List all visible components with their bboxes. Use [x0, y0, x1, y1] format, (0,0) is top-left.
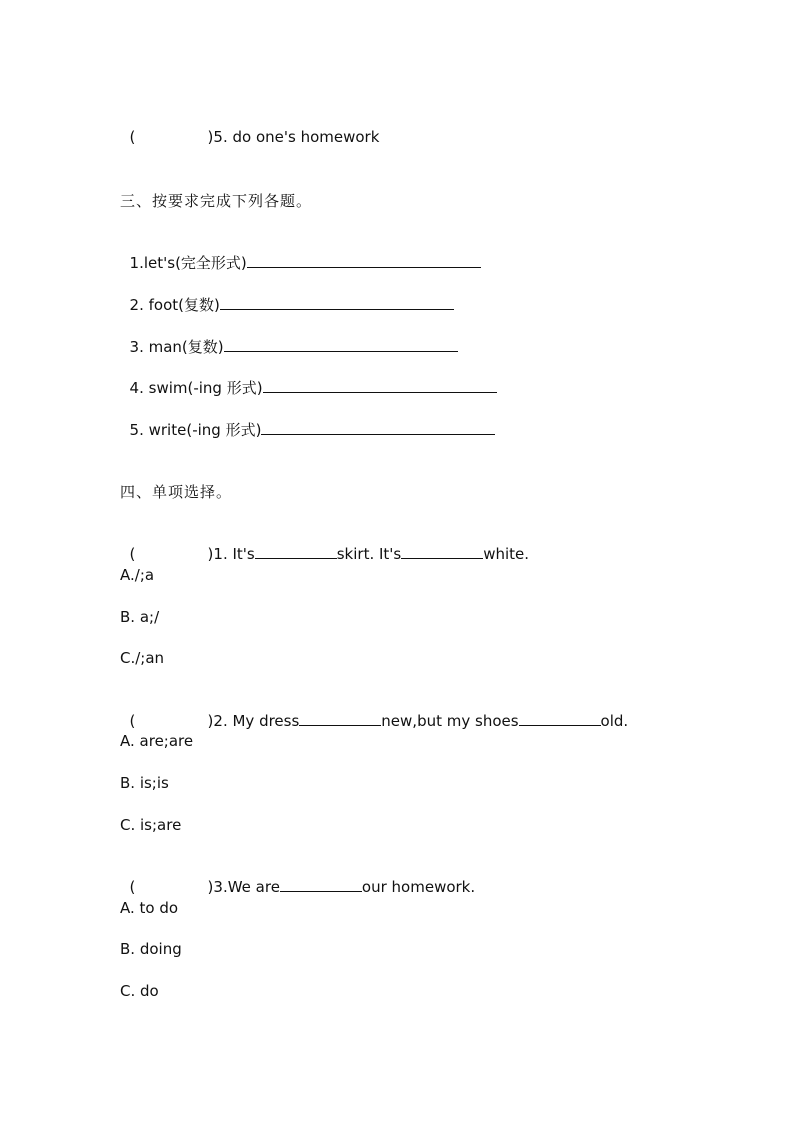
item-text: 4. swim(-ing 形式): [129, 379, 263, 397]
question-part: )3.We are: [207, 878, 280, 896]
item-text: 1.let's(完全形式): [129, 254, 247, 272]
answer-blank[interactable]: [247, 252, 481, 268]
question-line: [120, 856, 475, 897]
fill-item: [120, 357, 497, 398]
answer-paren[interactable]: (: [129, 878, 136, 896]
option-line: A./;a: [120, 566, 155, 584]
question-text: )5. do one's homework: [207, 128, 380, 146]
question-part: )2. My dress: [207, 712, 300, 730]
answer-blank[interactable]: [255, 543, 337, 559]
answer-blank[interactable]: [519, 710, 601, 726]
answer-blank[interactable]: [220, 294, 454, 310]
answer-blank[interactable]: [224, 336, 458, 352]
section-heading: 四、单项选择。: [120, 483, 233, 501]
question-part: our homework.: [361, 878, 476, 896]
answer-blank[interactable]: [401, 543, 483, 559]
question-line: [120, 523, 529, 564]
question-part: old.: [600, 712, 629, 730]
option-line: B. is;is: [120, 774, 169, 792]
option-line: A. to do: [120, 899, 179, 917]
answer-paren[interactable]: (: [129, 712, 136, 730]
answer-paren: (: [129, 128, 136, 146]
question-line: [120, 690, 628, 731]
question-line: [120, 107, 379, 147]
option-line: B. a;/: [120, 608, 160, 626]
answer-blank[interactable]: [299, 710, 381, 726]
answer-blank[interactable]: [263, 377, 497, 393]
fill-item: [120, 399, 495, 440]
fill-item: [120, 274, 454, 315]
item-text: 2. foot(复数): [129, 296, 220, 314]
option-line: C. do: [120, 982, 159, 1000]
answer-paren[interactable]: (: [129, 545, 136, 563]
option-line: C./;an: [120, 649, 165, 667]
question-part: )1. It's: [207, 545, 255, 563]
option-line: B. doing: [120, 940, 182, 958]
item-text: 5. write(-ing 形式): [129, 421, 262, 439]
question-part: new,but my shoes: [381, 712, 519, 730]
option-line: C. is;are: [120, 816, 182, 834]
fill-item: [120, 232, 481, 273]
fill-item: [120, 316, 458, 357]
answer-blank[interactable]: [261, 419, 495, 435]
answer-blank[interactable]: [280, 876, 362, 892]
question-part: white.: [483, 545, 530, 563]
question-part: skirt. It's: [336, 545, 402, 563]
option-line: A. are;are: [120, 732, 194, 750]
item-text: 3. man(复数): [129, 338, 224, 356]
section-heading: 三、按要求完成下列各题。: [120, 192, 313, 210]
